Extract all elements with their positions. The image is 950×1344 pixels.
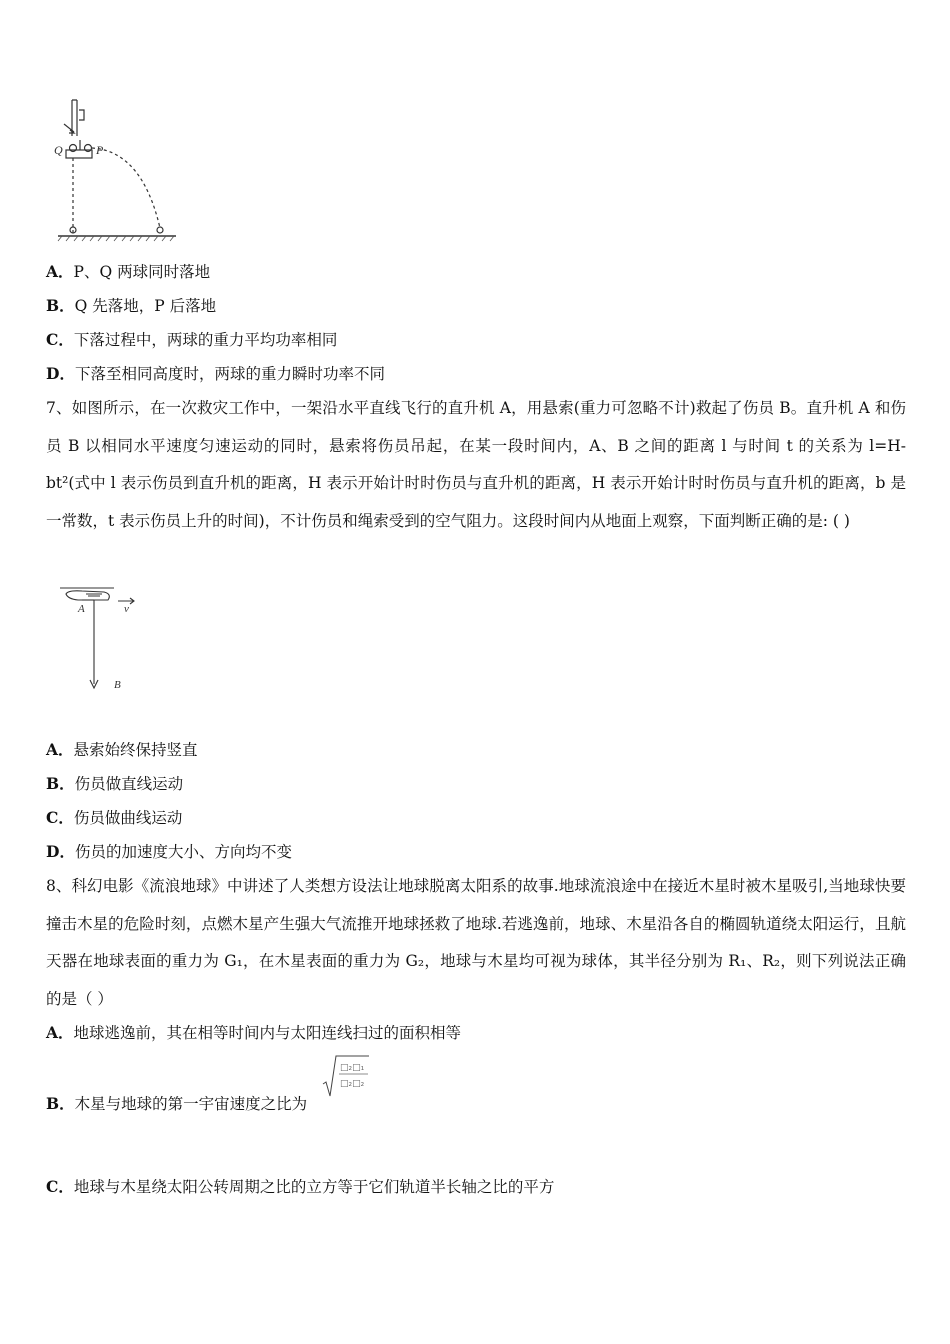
q6-label-q: Q bbox=[54, 143, 63, 157]
q7-option-b: B．伤员做直线运动 bbox=[46, 774, 184, 793]
q7-label-b: B bbox=[114, 679, 121, 691]
q6-option-b: B．Q 先落地，P 后落地 bbox=[46, 296, 217, 315]
q7-question-text: 7、如图所示，在一次救灾工作中，一架沿水平直线飞行的直升机 A，用悬索(重力可忽略不计)救起了伤员 B。直升机 A 和伤员 B 以相同水平速度匀速运动的同时，悬索将伤员吊起，在某一段时间内，A、B 之间的距离 l 与时间 t 的关系为 l=H-bt²(式中 l 表示伤员到直升机的距离，H 表示开始计时时伤员与直升机的距离，H 表示开始计时时伤员与直升机的距离，b 是一常数，t 表示伤员上升的时间)，不计伤员和绳索受到的空气阻力。这段时间内从地面上观察，下面判断正确的是: ( ) bbox=[46, 399, 906, 530]
q7-option-a: A．悬索始终保持竖直 bbox=[46, 740, 198, 759]
q8-option-b: B．木星与地球的第一宇宙速度之比为 bbox=[46, 1094, 308, 1113]
q7-figure bbox=[58, 584, 168, 694]
q6-label-p: P bbox=[96, 143, 104, 157]
formula-numerator: □₂□₁ bbox=[340, 1063, 365, 1073]
q8-sqrt-formula bbox=[322, 1054, 370, 1098]
q6-figure bbox=[52, 96, 182, 246]
q6-option-d: D．下落至相同高度时，两球的重力瞬时功率不同 bbox=[46, 364, 385, 383]
q8-option-c: C．地球与木星绕太阳公转周期之比的立方等于它们轨道半长轴之比的平方 bbox=[46, 1177, 555, 1196]
q6-option-a: A．P、Q 两球同时落地 bbox=[46, 262, 211, 281]
q8-question-text: 8、科幻电影《流浪地球》中讲述了人类想方设法让地球脱离太阳系的故事.地球流浪途中在接近木星时被木星吸引,当地球快要撞击木星的危险时刻，点燃木星产生强大气流推开地球拯救了地球.若逃逸前，地球、木星沿各自的椭圆轨道绕太阳运行，且航天器在地球表面的重力为 G₁，在木星表面的重力为 G₂，地球与木星均可视为球体，其半径分别为 R₁、R₂，则下列说法正确的是（ ） bbox=[46, 877, 906, 1008]
q7-option-c: C．伤员做曲线运动 bbox=[46, 808, 183, 827]
q7-option-d: D．伤员的加速度大小、方向均不变 bbox=[46, 842, 292, 861]
q8-option-a: A．地球逃逸前，其在相等时间内与太阳连线扫过的面积相等 bbox=[46, 1023, 462, 1042]
q7-label-v: v bbox=[124, 603, 129, 615]
q6-option-c: C．下落过程中，两球的重力平均功率相同 bbox=[46, 330, 338, 349]
q7-label-a: A bbox=[78, 603, 85, 615]
formula-denominator: □₂□₂ bbox=[340, 1079, 365, 1089]
